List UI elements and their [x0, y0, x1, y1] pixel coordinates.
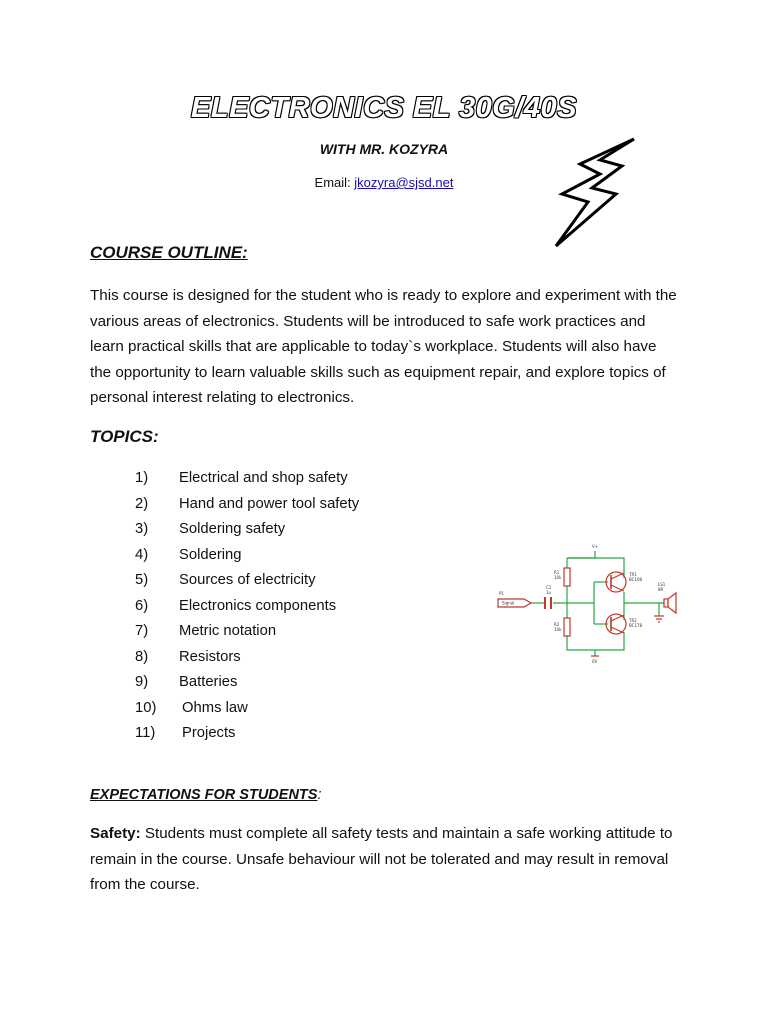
label-tr2: TR2: [629, 618, 637, 623]
course-outline-text: This course is designed for the student who is ready to explore and experiment with the various areas of electronics. Students will be introduced to safe work practices and learn practical skills that are applicable to today`s workplace. Students will also have the opportunity to learn valuable skills such as equipment repair, and explore topics of personal interest relating to electronics.: [90, 287, 677, 407]
list-item-number: 9): [135, 674, 149, 690]
label-r2: R2: [554, 622, 560, 627]
expectations-heading: [90, 787, 321, 803]
safety-text: Students must complete all safety tests and maintain a safe working attitude to remain in the course. Unsafe behaviour will not be tolerated and may result in removal from the course.: [90, 825, 673, 894]
list-item-label: Batteries: [179, 674, 238, 690]
email-label: Email:: [314, 175, 351, 190]
label-ls1: LS1: [658, 582, 666, 587]
topics-list: [135, 467, 359, 748]
label-p1: P1: [499, 591, 504, 596]
amplifier-circuit-diagram: [496, 542, 680, 664]
label-vcc: V+: [592, 544, 599, 549]
list-item-label: Soldering: [179, 546, 242, 563]
list-item-label: Electronics components: [179, 597, 337, 614]
list-item: [135, 646, 359, 672]
list-item-number: 5): [135, 572, 149, 588]
label-tr1: TR1: [629, 572, 637, 577]
lightning-bolt-icon: [552, 136, 642, 250]
list-item-label: Sources of electricity: [179, 572, 316, 588]
list-item: [135, 544, 359, 570]
safety-label: Safety:: [90, 825, 141, 842]
email-line: [0, 175, 768, 190]
page-title: ELECTRONICS EL 30G/40S: [191, 92, 577, 124]
list-item-label: Ohms law: [182, 699, 248, 716]
list-item-label: Hand and power tool safety: [179, 495, 360, 512]
label-0v: 0V: [592, 659, 598, 664]
list-item-number: 7): [135, 623, 149, 639]
teacher-subtitle: WITH MR. KOZYRA: [319, 141, 449, 157]
label-r1: R1: [554, 570, 560, 575]
list-item-number: 4): [135, 546, 149, 563]
list-item-number: 1): [135, 470, 149, 486]
list-item-number: 2): [135, 495, 149, 512]
label-c1: C1: [546, 585, 552, 590]
expectations-heading-colon: :: [317, 787, 322, 803]
label-signal: Signal: [502, 600, 515, 606]
list-item: [135, 722, 359, 748]
list-item: [135, 671, 359, 697]
list-item-number: 6): [135, 597, 149, 614]
list-item: [135, 467, 359, 493]
list-item-label: Electrical and shop safety: [179, 470, 348, 486]
list-item-number: 3): [135, 521, 149, 537]
list-item: [135, 697, 359, 723]
list-item: [135, 493, 359, 519]
label-r1-value: 10k: [554, 575, 562, 580]
list-item-label: Soldering safety: [179, 521, 286, 537]
list-item-number: 10): [135, 699, 157, 716]
list-item: [135, 620, 359, 646]
list-item-number: 8): [135, 648, 149, 665]
list-item-number: 11): [135, 725, 156, 741]
email-link[interactable]: jkozyra@sjsd.net: [354, 175, 454, 190]
label-ls1-value: 8R: [658, 587, 664, 592]
expectations-heading-text: EXPECTATIONS FOR STUDENTS: [90, 787, 318, 803]
course-outline-heading: COURSE OUTLINE:: [90, 243, 248, 262]
circuit-parts: [498, 568, 676, 656]
topics-heading: TOPICS:: [90, 427, 159, 446]
label-r2-value: 10k: [554, 627, 562, 632]
label-c1-value: 1u: [546, 590, 552, 595]
safety-paragraph: [90, 821, 680, 898]
list-item: [135, 569, 359, 595]
list-item: [135, 518, 359, 544]
label-tr2-value: BC178: [629, 623, 643, 628]
list-item: [135, 595, 359, 621]
list-item-label: Metric notation: [179, 623, 277, 639]
list-item-label: Resistors: [179, 648, 241, 665]
list-item-label: Projects: [182, 725, 236, 741]
label-tr1-value: BC108: [629, 577, 643, 582]
